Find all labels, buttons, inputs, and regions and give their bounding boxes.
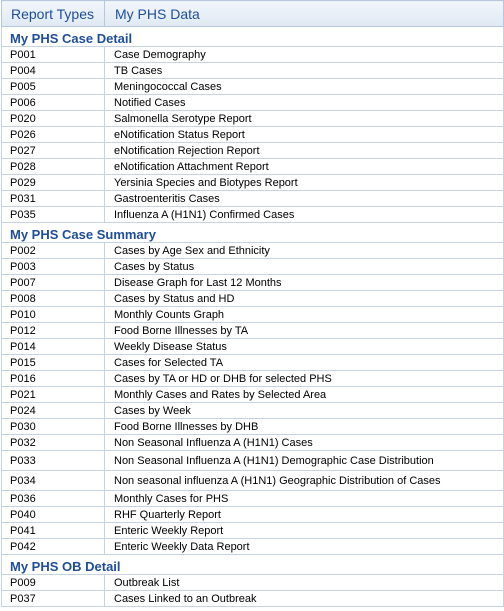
report-code[interactable]: P015 (2, 355, 105, 371)
report-code[interactable]: P026 (2, 127, 105, 143)
report-code[interactable]: P014 (2, 339, 105, 355)
report-name[interactable]: Enteric Weekly Data Report (105, 539, 504, 555)
report-code[interactable]: P004 (2, 63, 105, 79)
table-row[interactable] (2, 259, 504, 275)
table-row[interactable] (2, 175, 504, 191)
report-name[interactable]: eNotification Attachment Report (105, 159, 504, 175)
column-header-report-types[interactable]: Report Types (2, 1, 105, 27)
table-row[interactable] (2, 403, 504, 419)
report-name[interactable]: Salmonella Serotype Report (105, 111, 504, 127)
report-name[interactable]: Cases by Age Sex and Ethnicity (105, 243, 504, 259)
table-row[interactable] (2, 323, 504, 339)
report-code[interactable]: P032 (2, 435, 105, 451)
report-code[interactable]: P028 (2, 159, 105, 175)
report-name[interactable]: Outbreak List (105, 575, 504, 591)
report-name[interactable]: Non Seasonal Influenza A (H1N1) Cases (105, 435, 504, 451)
table-header-row (2, 1, 504, 27)
table-row[interactable] (2, 127, 504, 143)
table-row[interactable] (2, 243, 504, 259)
report-name[interactable]: Disease Graph for Last 12 Months (105, 275, 504, 291)
table-row[interactable] (2, 207, 504, 223)
section-title: My PHS Case Detail (2, 27, 504, 47)
report-name[interactable]: Case Demography (105, 47, 504, 63)
column-header-my-phs-data[interactable]: My PHS Data (105, 1, 504, 27)
report-code[interactable]: P042 (2, 539, 105, 555)
report-code[interactable]: P041 (2, 523, 105, 539)
report-name[interactable]: Cases by Week (105, 403, 504, 419)
report-code[interactable]: P034 (2, 471, 105, 491)
report-code[interactable]: P003 (2, 259, 105, 275)
report-name[interactable]: Meningococcal Cases (105, 79, 504, 95)
reports-page (1, 0, 503, 607)
table-row[interactable] (2, 79, 504, 95)
table-row[interactable] (2, 451, 504, 471)
report-code[interactable]: P010 (2, 307, 105, 323)
section-header-row (2, 555, 504, 575)
table-row[interactable] (2, 63, 504, 79)
table-row[interactable] (2, 523, 504, 539)
report-code[interactable]: P012 (2, 323, 105, 339)
report-name[interactable]: Monthly Cases for PHS (105, 491, 504, 507)
report-code[interactable]: P006 (2, 95, 105, 111)
report-name[interactable]: RHF Quarterly Report (105, 507, 504, 523)
report-code[interactable]: P024 (2, 403, 105, 419)
report-code[interactable]: P029 (2, 175, 105, 191)
report-code[interactable]: P037 (2, 591, 105, 607)
table-row[interactable] (2, 143, 504, 159)
report-name[interactable]: Non Seasonal Influenza A (H1N1) Demographic Case Distribution (105, 451, 504, 471)
report-name[interactable]: Monthly Counts Graph (105, 307, 504, 323)
table-row[interactable] (2, 191, 504, 207)
report-code[interactable]: P031 (2, 191, 105, 207)
section-header-row (2, 27, 504, 47)
report-name[interactable]: Cases for Selected TA (105, 355, 504, 371)
table-row[interactable] (2, 307, 504, 323)
report-code[interactable]: P016 (2, 371, 105, 387)
table-row[interactable] (2, 371, 504, 387)
table-row[interactable] (2, 471, 504, 491)
report-name[interactable]: Yersinia Species and Biotypes Report (105, 175, 504, 191)
section-title: My PHS OB Detail (2, 555, 504, 575)
report-name[interactable]: Notified Cases (105, 95, 504, 111)
report-code[interactable]: P007 (2, 275, 105, 291)
report-name[interactable]: Non seasonal influenza A (H1N1) Geographic Distribution of Cases (105, 471, 504, 491)
report-name[interactable]: Food Borne Illnesses by TA (105, 323, 504, 339)
report-name[interactable]: Gastroenteritis Cases (105, 191, 504, 207)
table-row[interactable] (2, 95, 504, 111)
report-code[interactable]: P008 (2, 291, 105, 307)
table-row[interactable] (2, 575, 504, 591)
report-code[interactable]: P027 (2, 143, 105, 159)
table-row[interactable] (2, 591, 504, 607)
report-code[interactable]: P036 (2, 491, 105, 507)
report-name[interactable]: Monthly Cases and Rates by Selected Area (105, 387, 504, 403)
report-code[interactable]: P009 (2, 575, 105, 591)
table-row[interactable] (2, 355, 504, 371)
section-header-row (2, 223, 504, 243)
table-row[interactable] (2, 111, 504, 127)
report-code[interactable]: P020 (2, 111, 105, 127)
report-name[interactable]: eNotification Status Report (105, 127, 504, 143)
table-row[interactable] (2, 435, 504, 451)
table-row[interactable] (2, 159, 504, 175)
report-name[interactable]: Influenza A (H1N1) Confirmed Cases (105, 207, 504, 223)
report-code[interactable]: P002 (2, 243, 105, 259)
report-code[interactable]: P021 (2, 387, 105, 403)
report-name[interactable]: Cases by Status and HD (105, 291, 504, 307)
report-code[interactable]: P035 (2, 207, 105, 223)
table-row[interactable] (2, 47, 504, 63)
report-code[interactable]: P005 (2, 79, 105, 95)
table-row[interactable] (2, 339, 504, 355)
report-code[interactable]: P040 (2, 507, 105, 523)
table-row[interactable] (2, 491, 504, 507)
section-title: My PHS Case Summary (2, 223, 504, 243)
report-name[interactable]: Cases Linked to an Outbreak (105, 591, 504, 607)
report-name[interactable]: Enteric Weekly Report (105, 523, 504, 539)
table-row[interactable] (2, 419, 504, 435)
report-name[interactable]: eNotification Rejection Report (105, 143, 504, 159)
report-name[interactable]: TB Cases (105, 63, 504, 79)
table-row[interactable] (2, 539, 504, 555)
table-row[interactable] (2, 387, 504, 403)
report-name[interactable]: Cases by TA or HD or DHB for selected PHS (105, 371, 504, 387)
report-types-table (1, 0, 504, 607)
report-code[interactable]: P033 (2, 451, 105, 471)
report-table-body (2, 27, 504, 607)
report-name[interactable]: Cases by Status (105, 259, 504, 275)
table-row[interactable] (2, 291, 504, 307)
report-name[interactable]: Food Borne Illnesses by DHB (105, 419, 504, 435)
report-code[interactable]: P030 (2, 419, 105, 435)
table-row[interactable] (2, 507, 504, 523)
table-row[interactable] (2, 275, 504, 291)
report-code[interactable]: P001 (2, 47, 105, 63)
report-name[interactable]: Weekly Disease Status (105, 339, 504, 355)
